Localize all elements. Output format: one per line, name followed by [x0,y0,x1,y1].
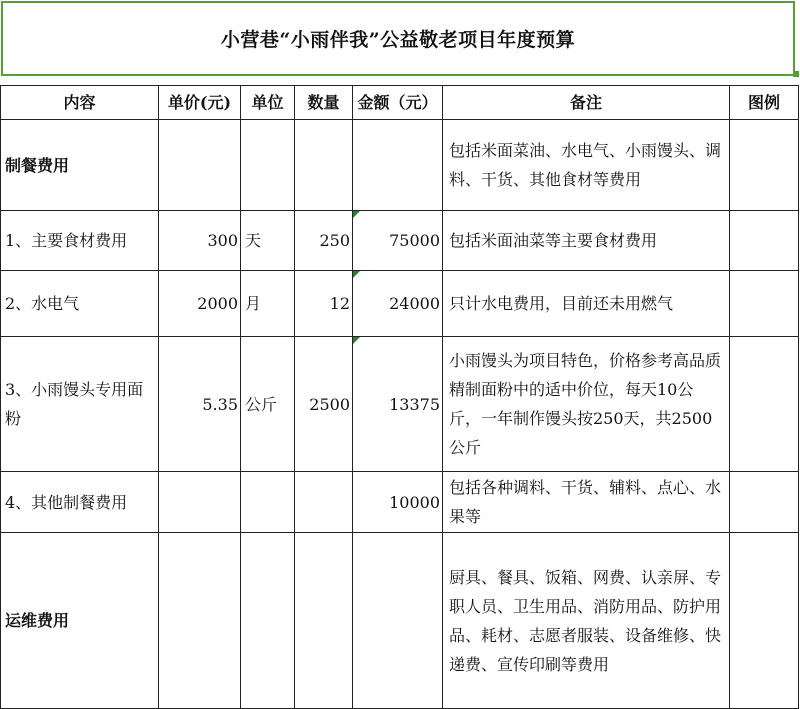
row-unit[interactable]: 月 [241,271,295,337]
row-image[interactable] [730,271,799,337]
comment-marker-icon [353,337,360,344]
row-note[interactable]: 厨具、餐具、饭箱、网费、认亲屏、专职人员、卫生用品、消防用品、防护用品、耗材、志愿者服装、设备维修、快递费、宣传印刷等费用 [443,533,730,709]
row-qty[interactable] [295,120,353,211]
header-image[interactable]: 图例 [730,86,799,120]
row-image[interactable] [730,120,799,211]
row-amount[interactable] [353,337,443,472]
header-price[interactable]: 单价(元) [159,86,241,120]
row-amount-value: 75000 [389,231,440,250]
selection-handle[interactable] [793,71,799,77]
row-note[interactable]: 小雨馒头为项目特色，价格参考高品质精制面粉中的适中价位，每天10公斤，一年制作馒头按250天，共2500公斤 [443,337,730,472]
table-row [1,472,799,533]
table-row [1,120,799,211]
table-row [1,337,799,472]
row-image[interactable] [730,337,799,472]
comment-marker-icon [353,211,360,218]
row-qty[interactable]: 12 [295,271,353,337]
header-content[interactable]: 内容 [1,86,159,120]
header-note[interactable]: 备注 [443,86,730,120]
row-image[interactable] [730,211,799,271]
row-price[interactable]: 300 [159,211,241,271]
row-content[interactable]: 制餐费用 [1,120,159,211]
row-amount[interactable] [353,271,443,337]
row-amount-value: 13375 [389,394,440,414]
row-content[interactable]: 运维费用 [1,533,159,709]
row-note[interactable]: 只计水电费用，目前还未用燃气 [443,271,730,337]
page-title: 小营巷“小雨伴我”公益敬老项目年度预算 [220,29,576,51]
table-row [1,533,799,709]
header-qty[interactable]: 数量 [295,86,353,120]
row-amount[interactable] [353,533,443,709]
row-qty[interactable]: 2500 [295,337,353,472]
row-amount-value: 24000 [389,294,440,313]
header-amount[interactable]: 金额（元） [353,86,443,120]
row-image[interactable] [730,533,799,709]
row-price[interactable] [159,120,241,211]
row-content[interactable]: 3、小雨馒头专用面粉 [1,337,159,472]
row-image[interactable] [730,472,799,533]
budget-table [0,85,799,709]
row-content[interactable]: 2、水电气 [1,271,159,337]
header-row [1,86,799,120]
row-amount[interactable] [353,211,443,271]
row-unit[interactable] [241,120,295,211]
row-note[interactable]: 包括米面油菜等主要食材费用 [443,211,730,271]
row-unit[interactable]: 公斤 [241,337,295,472]
row-note[interactable]: 包括米面菜油、水电气、小雨馒头、调料、干货、其他食材等费用 [443,120,730,211]
table-row [1,271,799,337]
row-content[interactable]: 4、其他制餐费用 [1,472,159,533]
row-qty[interactable] [295,472,353,533]
row-price[interactable]: 5.35 [159,337,241,472]
row-qty[interactable] [295,533,353,709]
title-cell[interactable] [1,1,795,76]
row-price[interactable] [159,472,241,533]
row-price[interactable]: 2000 [159,271,241,337]
row-content[interactable]: 1、主要食材费用 [1,211,159,271]
header-unit[interactable]: 单位 [241,86,295,120]
row-note[interactable]: 包括各种调料、干货、辅料、点心、水果等 [443,472,730,533]
row-amount[interactable] [353,120,443,211]
row-price[interactable] [159,533,241,709]
table-row [1,211,799,271]
comment-marker-icon [353,271,360,278]
row-unit[interactable] [241,533,295,709]
row-amount[interactable]: 10000 [353,472,443,533]
row-unit[interactable]: 天 [241,211,295,271]
row-unit[interactable] [241,472,295,533]
row-qty[interactable]: 250 [295,211,353,271]
